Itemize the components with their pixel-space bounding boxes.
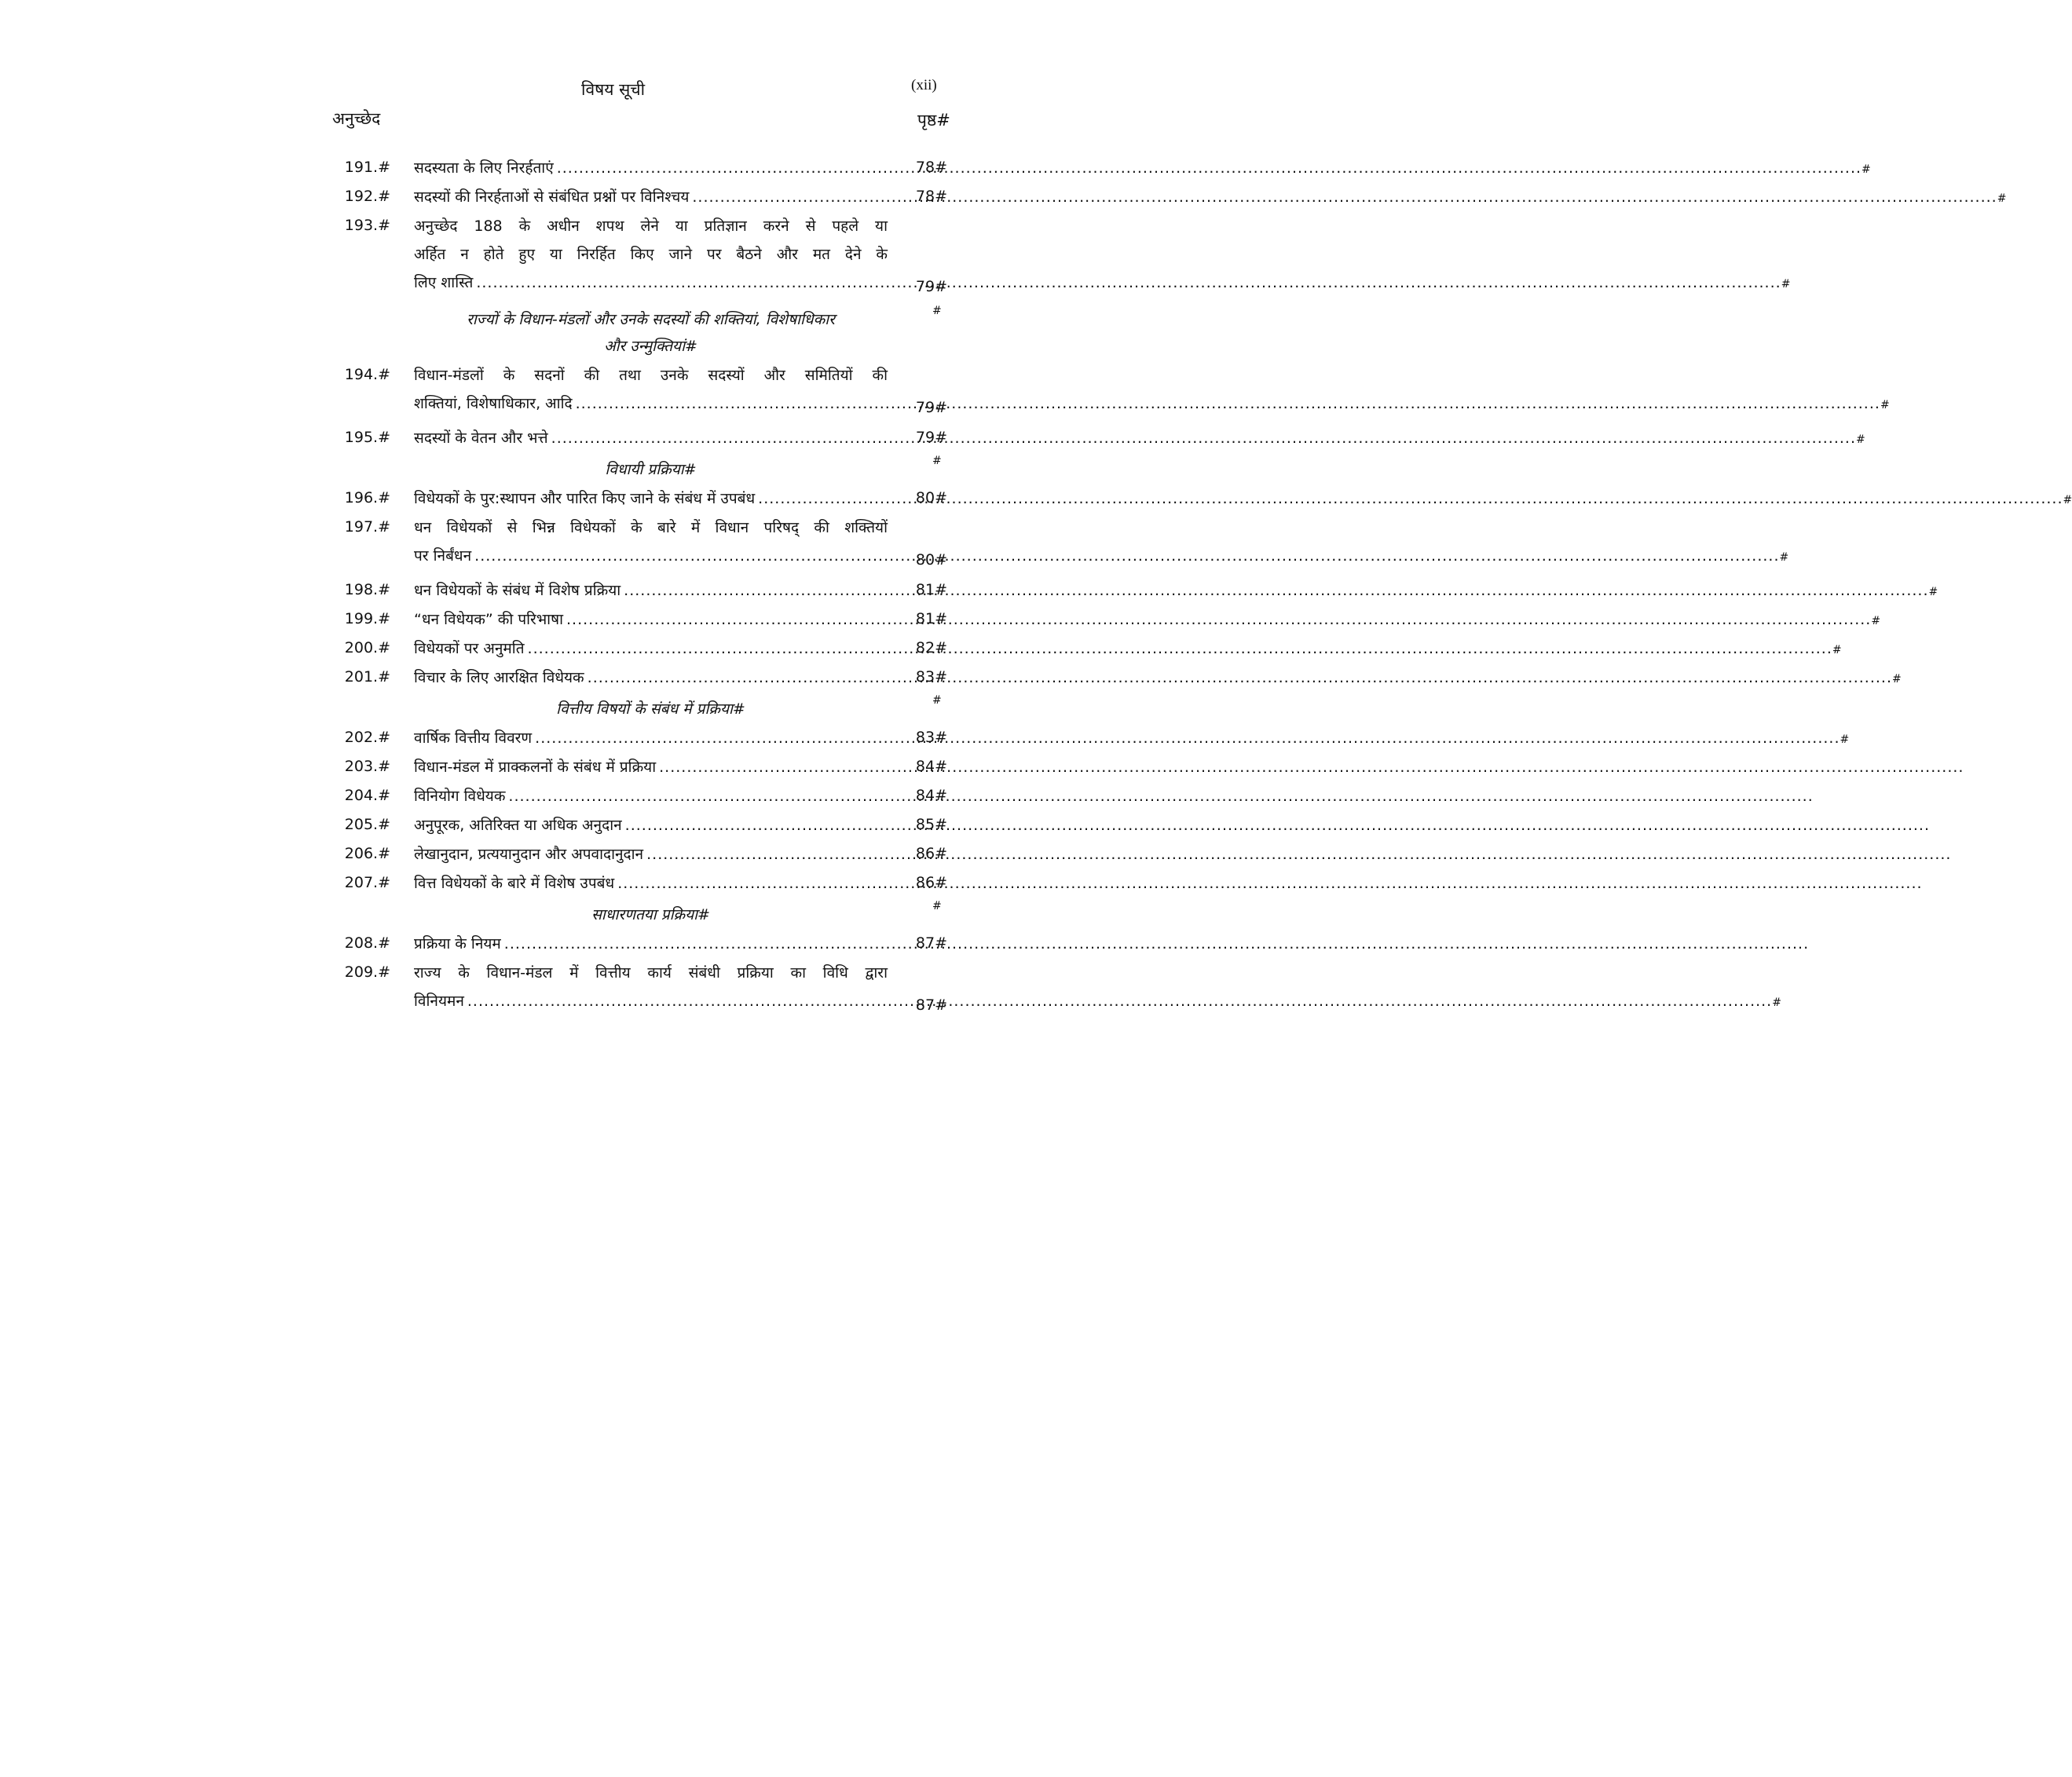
article-title[interactable]	[414, 782, 888, 810]
article-number: 198.#	[344, 581, 390, 598]
article-title[interactable]	[414, 930, 888, 958]
dot-leader	[625, 817, 1930, 834]
dot-leader	[758, 490, 2063, 507]
article-number: 209.#	[344, 963, 390, 981]
leader-end-mark: #	[1892, 673, 1902, 686]
page-ref: 81#	[915, 581, 947, 598]
leader-end-mark: #	[1840, 733, 1850, 746]
page-ref: 78#	[915, 188, 947, 205]
article-number: 197.#	[344, 518, 390, 536]
dot-leader	[659, 759, 1964, 776]
article-title-line: वार्षिक वित्तीय विवरण	[414, 729, 533, 747]
article-title[interactable]	[414, 840, 888, 868]
article-number: 199.#	[344, 610, 390, 627]
article-title-line: राज्य के विधान-मंडल में वित्तीय कार्य संबंधी प्रक्रिया का विधि द्वारा	[414, 964, 888, 982]
article-title-leader-line	[414, 782, 888, 810]
article-number: 208.#	[344, 934, 390, 952]
dot-leader	[646, 846, 1951, 863]
article-title-line: विचार के लिए आरक्षित विधेयक	[414, 669, 584, 686]
article-number: 193.#	[344, 217, 390, 234]
article-title-line: विधान-मंडल में प्राक्कलनों के संबंध में प्रक्रिया	[414, 759, 657, 776]
page-ref: 87#	[915, 996, 947, 1014]
article-title-line: विधान-मंडलों के सदनों की तथा उनके सदस्यों और समितियों की	[414, 367, 888, 384]
article-title-line: पर निर्बंधन	[414, 547, 472, 565]
dot-leader	[476, 274, 1781, 291]
heading-mark: #	[932, 900, 942, 912]
leader-end-mark: #	[1779, 551, 1789, 564]
article-title-leader-line	[414, 753, 888, 781]
dot-leader	[508, 788, 1813, 805]
article-title[interactable]	[414, 753, 888, 781]
article-title-leader-line	[414, 930, 888, 958]
article-number: 195.#	[344, 429, 390, 446]
article-title-line: अर्हित न होते हुए या निरर्हित किए जाने पर बैठने और मत देने के	[414, 246, 888, 263]
page-ref: 81#	[915, 610, 947, 627]
page-title: विषय सूची	[581, 80, 646, 99]
page-number: (xii)	[911, 77, 937, 93]
dot-leader	[588, 669, 1892, 686]
page-ref: 78#	[915, 159, 947, 176]
column-header-page: पृष्ठ#	[917, 111, 950, 130]
leader-end-mark: #	[2063, 494, 2072, 506]
page-ref: 87#	[915, 934, 947, 952]
dot-leader	[474, 547, 1779, 565]
article-number: 194.#	[344, 366, 390, 383]
dot-leader	[551, 430, 1856, 447]
article-number: 207.#	[344, 874, 390, 891]
dot-leader	[528, 640, 1832, 657]
column-header-article: अनुच्छेद	[332, 109, 381, 128]
article-number: 206.#	[344, 845, 390, 862]
heading-mark: #	[932, 305, 942, 317]
dot-leader	[566, 611, 1871, 628]
article-title-line: विनियमन	[414, 993, 464, 1010]
section-heading-line: साधारणतया प्रक्रिया#	[591, 906, 710, 923]
page-ref: 79#	[915, 278, 947, 295]
page-ref: 86#	[915, 845, 947, 862]
page-ref: 84#	[915, 758, 947, 775]
article-title-line: सदस्यों के वेतन और भत्ते	[414, 430, 548, 447]
article-title-line: लिए शास्ति	[414, 274, 474, 291]
article-number: 191.#	[344, 159, 390, 176]
dot-leader	[535, 729, 1840, 747]
leader-end-mark: #	[1772, 996, 1781, 1009]
article-title-line: वित्त विधेयकों के बारे में विशेष उपबंध	[414, 875, 615, 892]
page-ref: 80#	[915, 489, 947, 506]
section-heading	[414, 456, 888, 483]
leader-end-mark: #	[1832, 644, 1842, 656]
page-ref: 85#	[915, 816, 947, 833]
leader-end-mark: #	[1880, 399, 1890, 411]
dot-leader	[467, 993, 1772, 1010]
page-ref: 79#	[915, 399, 947, 416]
article-title-line: धन विधेयकों से भिन्न विधेयकों के बारे में विधान परिषद् की शक्तियों	[414, 519, 888, 536]
article-title-line: विधेयकों पर अनुमति	[414, 640, 525, 657]
section-heading-line: वित्तीय विषयों के संबंध में प्रक्रिया#	[556, 700, 745, 718]
page-ref: 83#	[915, 668, 947, 686]
article-title-line: अनुपूरक, अतिरिक्त या अधिक अनुदान	[414, 817, 622, 834]
dot-leader	[504, 935, 1809, 952]
section-heading	[414, 901, 888, 928]
article-number: 203.#	[344, 758, 390, 775]
page-ref: 86#	[915, 874, 947, 891]
section-heading	[414, 306, 888, 360]
leader-end-mark: #	[1856, 433, 1865, 446]
dot-leader	[617, 875, 1922, 892]
leader-end-mark: #	[1871, 615, 1881, 627]
article-number: 200.#	[344, 639, 390, 656]
article-number: 196.#	[344, 489, 390, 506]
dot-leader	[692, 188, 1997, 206]
leader-end-mark: #	[1862, 163, 1871, 176]
article-title[interactable]	[414, 869, 888, 898]
article-number: 202.#	[344, 729, 390, 746]
dot-leader	[624, 582, 1928, 599]
article-title-leader-line	[414, 840, 888, 868]
article-title-line: अनुच्छेद 188 के अधीन शपथ लेने या प्रतिज्ञान करने से पहले या	[414, 218, 888, 235]
page-ref: 84#	[915, 787, 947, 804]
section-heading	[414, 696, 888, 722]
article-title-line: “धन विधेयक” की परिभाषा	[414, 611, 563, 628]
article-number: 201.#	[344, 668, 390, 686]
article-title-line: सदस्यों की निरर्हताओं से संबंधित प्रश्नों पर विनिश्चय	[414, 188, 690, 206]
article-title-line: प्रक्रिया के नियम	[414, 935, 501, 952]
dot-leader	[557, 159, 1862, 177]
page-ref: 80#	[915, 551, 947, 569]
section-heading-line: और उन्मुक्तियां#	[604, 338, 697, 355]
article-title-line: विनियोग विधेयक	[414, 788, 506, 805]
page-ref: 83#	[915, 729, 947, 746]
heading-mark: #	[932, 694, 942, 707]
article-title-line: धन विधेयकों के संबंध में विशेष प्रक्रिया	[414, 582, 621, 599]
article-title[interactable]	[414, 811, 888, 839]
heading-mark: #	[932, 455, 942, 467]
page-ref: 79#	[915, 429, 947, 446]
leader-end-mark: #	[1928, 586, 1938, 598]
page-ref: 82#	[915, 639, 947, 656]
article-title-line: विधेयकों के पुर:स्थापन और पारित किए जाने के संबंध में उपबंध	[414, 490, 756, 507]
article-number: 205.#	[344, 816, 390, 833]
article-title-leader-line	[414, 811, 888, 839]
article-title-line: सदस्यता के लिए निरर्हताएं	[414, 159, 554, 177]
dot-leader	[576, 395, 1880, 412]
section-heading-line: विधायी प्रक्रिया#	[605, 461, 697, 478]
article-title-line: लेखानुदान, प्रत्ययानुदान और अपवादानुदान	[414, 846, 644, 863]
article-number: 192.#	[344, 188, 390, 205]
article-title-leader-line	[414, 869, 888, 898]
leader-end-mark: #	[1997, 192, 2007, 205]
leader-end-mark: #	[1781, 278, 1791, 291]
article-number: 204.#	[344, 787, 390, 804]
section-heading-line: राज्यों के विधान-मंडलों और उनके सदस्यों की शक्तियां, विशेषाधिकार	[467, 311, 835, 328]
article-title-line: शक्तियां, विशेषाधिकार, आदि	[414, 395, 573, 412]
